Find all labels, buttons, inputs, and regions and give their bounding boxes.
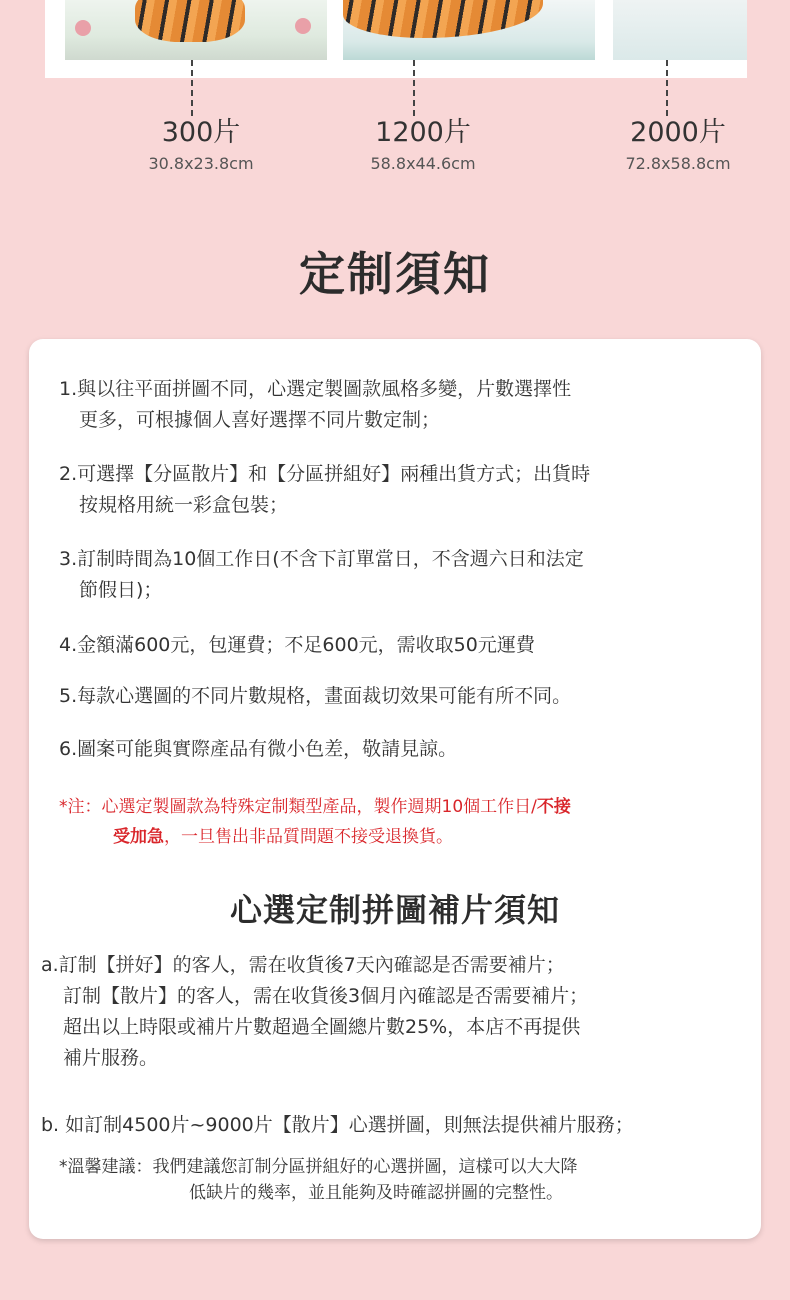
rule-line: 3.訂制時間為10個工作日(不含下訂單當日，不含週六日和法定 [59,548,584,570]
puzzle-preview-300 [65,0,327,60]
rule-line: 按規格用統一彩盒包裝； [79,494,289,516]
spec-2000 [578,114,778,176]
rule-line: 6.圖案可能與實際產品有微小色差，敬請見諒。 [59,738,458,760]
supplement-a [41,950,761,1074]
flower-illustration [295,18,311,34]
rule-item [59,374,729,436]
supplement-line: 訂制【散片】的客人，需在收貨後3個月內確認是否需要補片； [63,985,589,1007]
rule-line: 1.與以往平面拼圖不同，心選定製圖款風格多變，片數選擇性 [59,378,572,400]
supplement-line: b. 如訂制4500片~9000片【散片】心選拼圖，則無法提供補片服務； [41,1114,634,1136]
dashed-connector [413,60,415,116]
supplement-line: 超出以上時限或補片片數超過全圖總片數25%，本店不再提供 [63,1016,581,1038]
dashed-connector [666,60,668,116]
rule-item [59,544,729,606]
puzzle-size: 30.8x23.8cm [148,154,254,173]
note-emphasis: 受加急 [113,827,164,847]
puzzle-size: 72.8x58.8cm [625,154,731,173]
warm-tip [59,1154,739,1206]
custom-note [59,792,719,852]
rule-line: 4.金額滿600元，包運費；不足600元，需收取50元運費 [59,634,535,656]
notice-title: 定制須知 [299,247,491,301]
puzzle-preview-2000 [613,0,747,60]
supplement-b [41,1110,761,1141]
piece-count: 1200片 [375,117,471,148]
puzzle-preview-1200 [343,0,595,60]
rule-item [59,681,729,712]
spec-300 [101,114,301,176]
size-preview-strip [45,0,747,78]
rule-line: 更多，可根據個人喜好選擇不同片數定制； [79,409,441,431]
tiger-illustration [343,0,543,38]
tip-text: 低缺片的幾率，並且能夠及時確認拼圖的完整性。 [189,1183,563,1203]
piece-count: 2000片 [630,117,726,148]
rule-line: 節假日)； [79,579,163,601]
puzzle-size: 58.8x44.6cm [370,154,476,173]
tiger-illustration [135,0,245,42]
note-emphasis: 不接 [536,797,571,817]
tip-text: *溫馨建議：我們建議您訂制分區拼組好的心選拼圖，這樣可以大大降 [59,1157,578,1177]
supplement-line: 補片服務。 [63,1047,159,1069]
note-text: *注：心選定製圖款為特殊定制類型產品，製作週期10個工作日/ [59,797,537,817]
dashed-connector [191,60,193,116]
piece-count: 300片 [161,117,241,148]
flower-illustration [75,20,91,36]
rule-line: 2.可選擇【分區散片】和【分區拼組好】兩種出貨方式；出貨時 [59,463,591,485]
rule-item [59,630,729,661]
rule-item [59,734,729,765]
rule-line: 5.每款心選圖的不同片數規格，畫面裁切效果可能有所不同。 [59,685,572,707]
note-text: ，一旦售出非品質問題不接受退換貨。 [164,827,453,847]
rule-item [59,459,729,521]
spec-1200 [323,114,523,176]
supplement-title: 心選定制拼圖補片須知 [229,891,560,929]
supplement-line: a.訂制【拼好】的客人，需在收貨後7天內確認是否需要補片； [41,954,565,976]
